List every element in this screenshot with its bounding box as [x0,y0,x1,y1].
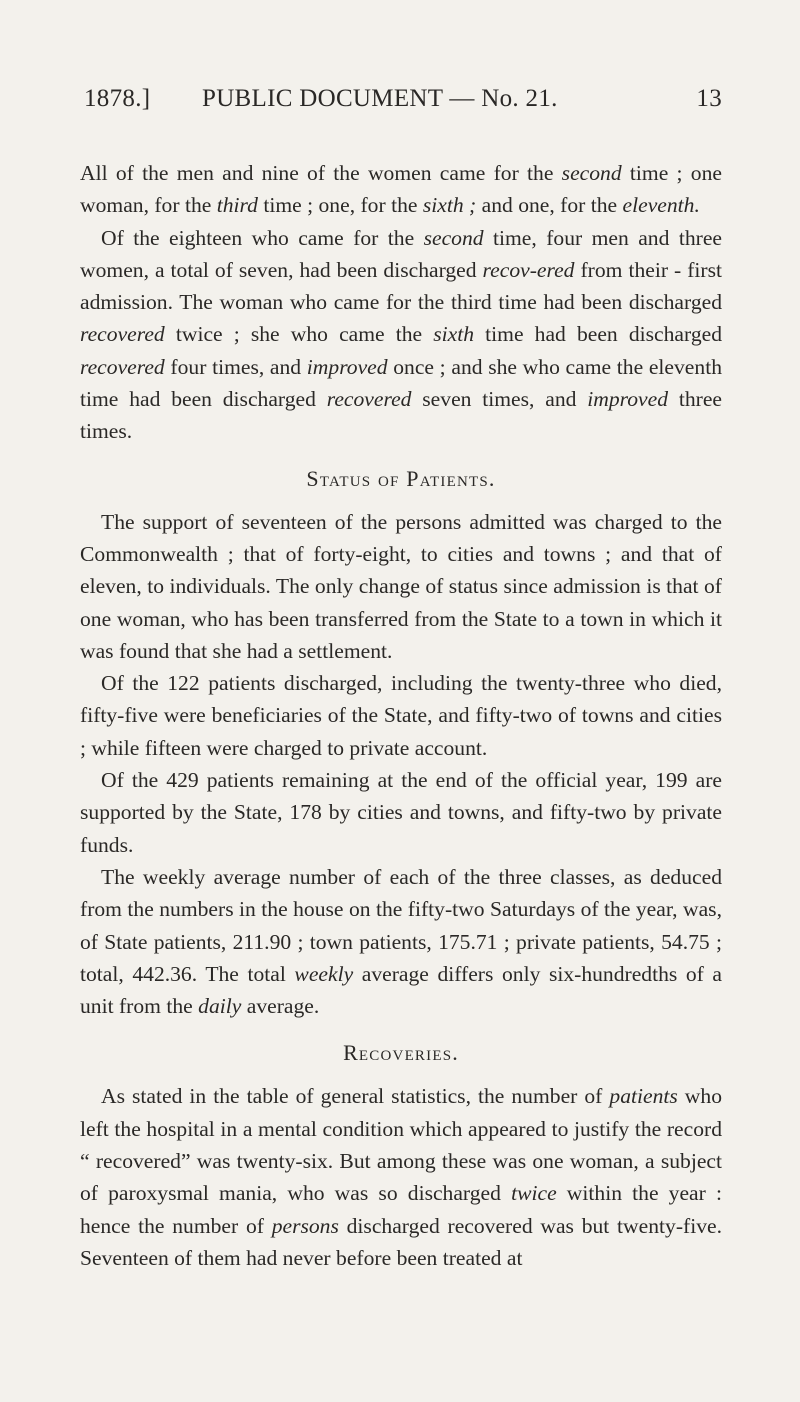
paragraph-returns-count: All of the men and nine of the women came for the second time ; one woman, for the third time ; one, for the sixth ; and one, for the eleventh. [80,161,722,218]
section-heading-recoveries: Recoveries. [343,1040,459,1066]
paragraph-recoveries: As stated in the table of general statistics, the number of patients who left the hospital in a mental condition which appeared to justify the record “ recovered” was twenty-six. But among these was one woman, a subject of paroxysmal mania, who was so discharged twice within the year : hence the number of persons discharged recovered was but twenty-five. Seventeen of them had never before been treated at [80,1084,722,1270]
paragraph-discharged: Of the 122 patients discharged, including the twenty-three who died, fifty-five were beneficiaries of the State, and fifty-two of towns and cities ; while fifteen were charged to private account. [80,671,722,760]
paragraph-remaining: Of the 429 patients remaining at the end of the official year, 199 are supported by the State, 178 by cities and towns, and fifty-two by private funds. [80,768,722,857]
paragraph-prior-discharges: Of the eighteen who came for the second time, four men and three women, a total of seven, had been discharged recov-ered from their - first admission. The woman who came for the third time had been discharged recovered twice ; she who came the sixth time had been discharged recovered four times, and improved once ; and she who came the eleventh time had been discharged recovered seven times, and improved three times. [80,225,723,444]
section-heading-status: Status of Patients. [306,465,496,491]
header-title: PUBLIC DOCUMENT — No. 21. [202,85,558,112]
body-text [80,157,722,1274]
running-head [84,85,722,125]
paragraph-weekly-average: The weekly average number of each of the three classes, as deduced from the numbers in the house on the fifty-two Saturdays of the year, was, of State patients, 211.90 ; town patients, 175.71 ; private patients, 54.75 ; total, 442.36. The total weekly average differs only six-hundredths of a unit from the daily average. [80,864,723,1019]
paragraph-support: The support of seventeen of the persons admitted was charged to the Commonwealth ; that of forty-eight, to cities and towns ; and that of eleven, to individuals. The only change of status since admission is that of one woman, who has been transferred from the State to a town in which it was found that she had a settlement. [80,509,722,663]
header-year: 1878.] [84,85,151,112]
page-number: 13 [696,85,722,112]
